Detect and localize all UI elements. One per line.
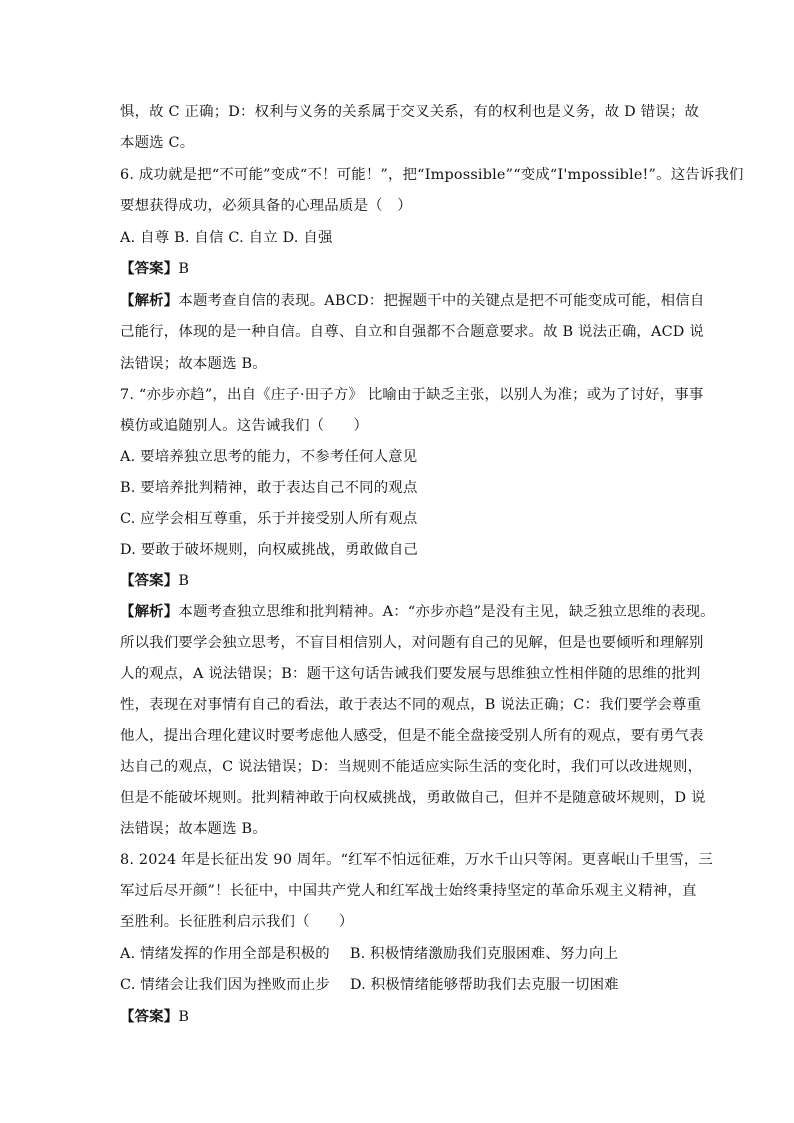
q6-answer-value: B [178,261,190,277]
q7-analysis-line-7: 但是不能破坏规则。批判精神敢于向权威挑战，勇敢做自己，但并不是随意破坏规则，D 说 [120,790,706,806]
q7-answer [120,569,680,593]
q8-stem-line-2: 军过后尽开颜”！长征中，中国共产党人和红军战士始终秉持坚定的革命乐观主义精神，直 [120,883,697,899]
q8-options-row-2 [120,973,680,997]
q6-answer-label: 【答案】 [120,261,179,277]
q7-analysis-line-2: 所以我们要学会独立思考，不盲目相信别人，对问题有自己的见解，但是也要倾听和理解别 [120,635,704,651]
q6-analysis-line-1 [120,289,705,313]
q7-analysis-line-5: 他人，提出合理化建议时要考虑他人感受，但是不能全盘接受别人所有的观点，要有勇气表 [120,728,704,744]
q7-option-a: A. 要培养独立思考的能力，不参考任何人意见 [120,449,418,465]
q8-option-b: B. 积极情绪激励我们克服困难、努力向上 [349,946,619,962]
q6-answer [120,257,680,281]
q7-analysis-line-4: 性，表现在对事情有自己的看法，敢于表达不同的观点，B 说法正确；C：我们要学会尊重 [120,697,702,713]
q7-option-b: B. 要培养批判精神，敢于表达自己不同的观点 [120,480,418,496]
q7-answer-label: 【答案】 [120,573,179,589]
q6-stem-line-1: 6. 成功就是把“不可能”变成“不！可能！”，把“Impossible”“变成“I'mpossible!”。这告诉我们 [120,167,744,183]
q6-stem-line-2: 要想获得成功，必须具备的心理品质是（ ） [120,198,412,214]
q7-analysis-line-6: 达自己的观点，C 说法错误；D：当规则不能适应实际生活的变化时，我们可以改进规则， [120,759,703,775]
q7-option-d: D. 要敢于破坏规则，向权威挑战，勇敢做自己 [120,542,418,558]
q8-answer-value: B [178,1009,190,1025]
q7-analysis-label: 【解析】 [120,604,179,620]
q8-options-row-1 [120,942,680,966]
continuation-line-2: 本题选 C。 [120,135,195,151]
q6-options: A. 自尊 B. 自信 C. 自立 D. 自强 [120,230,333,246]
q7-stem-line-2: 模仿或追随别人。这告诫我们（ ） [120,418,369,434]
q8-option-c: C. 情绪会让我们因为挫败而止步 [120,977,330,993]
q7-analysis-text-1: 本题考查独立思维和批判精神。A：“亦步亦趋”是没有主见，缺乏独立思维的表现。 [178,604,715,620]
q7-analysis-line-3: 人的观点，A 说法错误；B：题干这句话告诫我们要发展与思维独立性相伴随的思维的批判 [120,666,701,682]
q8-stem-line-3: 至胜利。长征胜利启示我们（ ） [120,914,354,930]
q8-answer [120,1005,680,1029]
q8-option-d: D. 积极情绪能够帮助我们去克服一切困难 [349,977,619,993]
q7-analysis-line-1 [120,600,715,624]
q6-analysis-line-3: 法错误；故本题选 B。 [120,356,267,372]
q8-option-a: A. 情绪发挥的作用全部是积极的 [120,946,330,962]
continuation-line-1: 惧，故 C 正确；D：权利与义务的关系属于交叉关系，有的权利也是义务，故 D 错误；故 [120,104,700,120]
q7-option-c: C. 应学会相互尊重，乐于并接受别人所有观点 [120,511,418,527]
q8-stem-line-1: 8. 2024 年是长征出发 90 周年。“红军不怕远征难，万水千山只等闲。更喜岷山千里雪，三 [120,852,714,868]
q7-analysis-line-8: 法错误；故本题选 B。 [120,821,267,837]
q7-stem-line-1: 7. “亦步亦趋”，出自《庄子·田子方》 比喻由于缺乏主张，以别人为准；或为了讨好，事事 [120,387,704,403]
q8-answer-label: 【答案】 [120,1009,179,1025]
q6-analysis-label: 【解析】 [120,293,179,309]
q7-answer-value: B [178,573,190,589]
q6-analysis-line-2: 己能行，体现的是一种自信。自尊、自立和自强都不合题意要求。故 B 说法正确，ACD 说 [120,324,704,340]
q6-analysis-text-1: 本题考查自信的表现。ABCD：把握题干中的关键点是把不可能变成可能，相信自 [178,293,705,309]
